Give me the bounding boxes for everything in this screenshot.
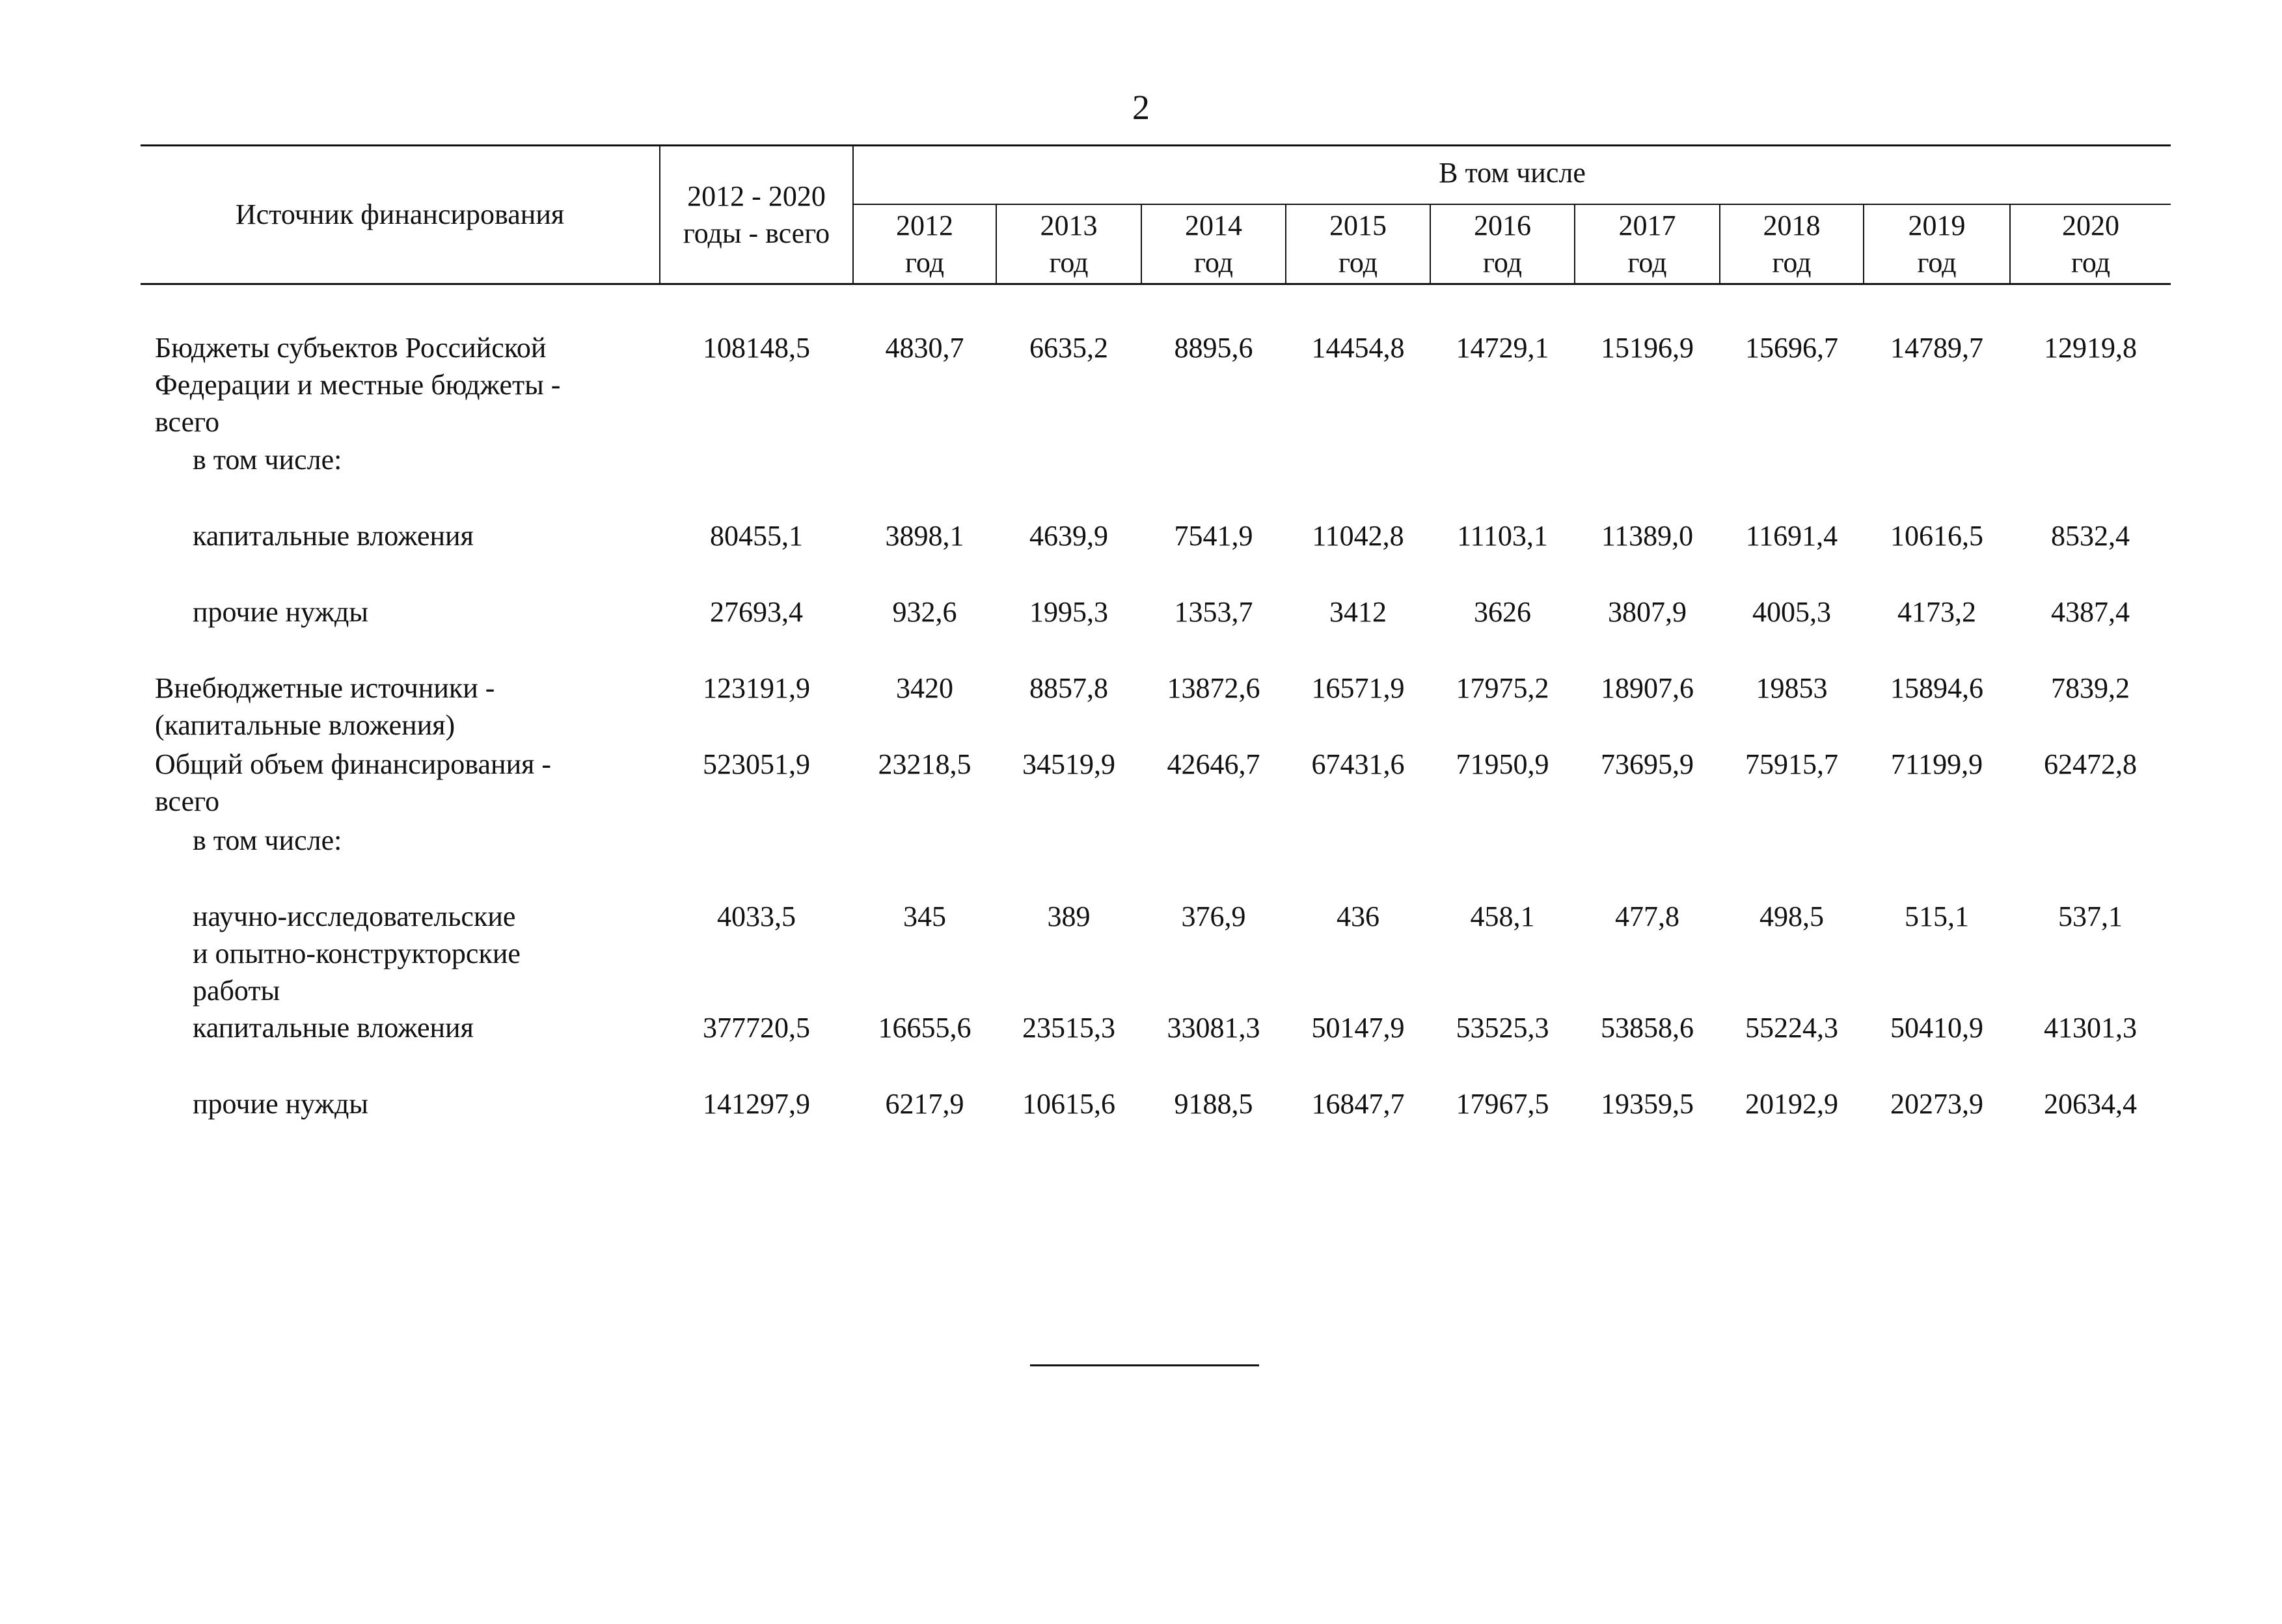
row-value-2020: 4387,4: [2051, 595, 2130, 628]
row-value-2017: 477,8: [1615, 900, 1679, 932]
row-value-2019: 15894,6: [1890, 671, 1983, 704]
row-value-2014: 33081,3: [1167, 1012, 1260, 1044]
row-value-2020: 8532,4: [2051, 519, 2130, 552]
table-row: [141, 822, 2171, 898]
table-row: [141, 670, 2171, 746]
year-word: год: [2071, 247, 2111, 278]
row-total: 108148,5: [703, 332, 810, 364]
page-number: 2: [1132, 88, 1150, 127]
row-value-2014: 8895,6: [1174, 332, 1253, 364]
row-value-2016: 458,1: [1470, 900, 1535, 932]
row-total: 523051,9: [703, 748, 810, 780]
year-word: год: [1338, 247, 1378, 278]
total-header-line1: 2012 - 2020: [687, 180, 826, 212]
row-label: [141, 441, 660, 517]
row-value-2015: 67431,6: [1311, 748, 1405, 780]
row-label-line: Общий объем финансирования -: [155, 748, 552, 780]
row-value-2019: 10616,5: [1890, 519, 1983, 552]
row-value-2019: [1864, 822, 2010, 898]
row-label-line: в том числе:: [193, 824, 342, 856]
table-row: [141, 441, 2171, 517]
row-value-2020: 537,1: [2058, 900, 2123, 932]
row-total: [660, 822, 853, 898]
year-header-2015: [1286, 204, 1430, 284]
table-row: [141, 284, 2171, 441]
row-value-2018: 19853: [1756, 671, 1828, 704]
end-rule: [1030, 1364, 1259, 1366]
row-value-2012: 3420: [896, 671, 953, 704]
row-value-2020: 20634,4: [2044, 1088, 2137, 1120]
year-value: 2014: [1185, 209, 1242, 241]
including-header: В том числе: [853, 146, 2171, 205]
row-value-2018: 20192,9: [1745, 1088, 1838, 1120]
table-row: [141, 1009, 2171, 1085]
row-label: [141, 822, 660, 898]
row-label: [141, 670, 660, 746]
row-value-2018: [1720, 441, 1864, 517]
year-header-2012: [853, 204, 996, 284]
year-word: год: [904, 247, 945, 278]
row-value-2015: 16847,7: [1311, 1088, 1405, 1120]
row-value-2016: 17975,2: [1456, 671, 1549, 704]
row-label: [141, 1085, 660, 1161]
row-value-2018: 55224,3: [1745, 1012, 1838, 1044]
row-value-2016: 71950,9: [1456, 748, 1549, 780]
row-label: [141, 746, 660, 822]
year-value: 2019: [1908, 209, 1966, 241]
table-row: [141, 1085, 2171, 1161]
row-value-2015: 50147,9: [1311, 1012, 1405, 1044]
year-value: 2013: [1040, 209, 1098, 241]
row-value-2016: 3626: [1474, 595, 1531, 628]
table-row: [141, 746, 2171, 822]
row-value-2012: [853, 441, 996, 517]
row-value-2013: 389: [1047, 900, 1091, 932]
row-value-2015: [1286, 822, 1430, 898]
row-value-2019: 14789,7: [1890, 332, 1983, 364]
row-value-2017: 53858,6: [1601, 1012, 1694, 1044]
row-value-2016: 11103,1: [1457, 519, 1548, 552]
row-value-2012: 4830,7: [885, 332, 964, 364]
row-label-line: научно-исследовательские: [193, 900, 516, 932]
year-header-2019: [1864, 204, 2010, 284]
row-value-2016: 17967,5: [1456, 1088, 1549, 1120]
year-header-2013: [996, 204, 1141, 284]
row-value-2017: [1575, 822, 1720, 898]
row-value-2013: [996, 441, 1141, 517]
row-value-2016: 53525,3: [1456, 1012, 1549, 1044]
row-value-2018: 498,5: [1759, 900, 1824, 932]
table-body: [141, 284, 2171, 1162]
row-label: [141, 1009, 660, 1085]
financing-table: [141, 144, 2171, 1161]
row-value-2012: 3898,1: [885, 519, 964, 552]
year-header-2020: [2010, 204, 2171, 284]
row-value-2014: [1141, 441, 1286, 517]
year-header-2016: [1430, 204, 1575, 284]
total-column-header: [660, 146, 853, 284]
row-value-2018: 75915,7: [1745, 748, 1838, 780]
row-value-2018: [1720, 822, 1864, 898]
row-label-line: капитальные вложения: [193, 1012, 474, 1044]
table-row: [141, 898, 2171, 1010]
row-total: 80455,1: [710, 519, 803, 552]
row-total: 141297,9: [703, 1088, 810, 1120]
year-word: год: [1482, 247, 1523, 278]
row-label-line: Бюджеты субъектов Российской: [155, 332, 547, 364]
row-label-line: всего: [155, 406, 220, 439]
row-value-2019: 20273,9: [1890, 1088, 1983, 1120]
row-value-2019: [1864, 441, 2010, 517]
year-word: год: [1193, 247, 1234, 278]
row-value-2017: 11389,0: [1601, 519, 1694, 552]
row-value-2016: [1430, 822, 1575, 898]
row-value-2013: 10615,6: [1022, 1088, 1115, 1120]
row-label-line: прочие нужды: [193, 1088, 368, 1120]
row-value-2020: 12919,8: [2044, 332, 2137, 364]
row-value-2020: 41301,3: [2044, 1012, 2137, 1044]
row-value-2016: [1430, 441, 1575, 517]
row-value-2014: 9188,5: [1174, 1088, 1253, 1120]
year-word: год: [1049, 247, 1089, 278]
table-row: [141, 593, 2171, 670]
row-value-2012: 6217,9: [885, 1088, 964, 1120]
year-word: год: [1627, 247, 1667, 278]
row-label: [141, 593, 660, 670]
row-value-2017: 15196,9: [1601, 332, 1694, 364]
row-value-2014: 7541,9: [1174, 519, 1253, 552]
row-value-2013: [996, 822, 1141, 898]
row-value-2019: 4173,2: [1897, 595, 1976, 628]
row-value-2015: 16571,9: [1311, 671, 1405, 704]
year-header-2014: [1141, 204, 1286, 284]
row-value-2020: 62472,8: [2044, 748, 2137, 780]
row-value-2017: 19359,5: [1601, 1088, 1694, 1120]
row-value-2013: 34519,9: [1022, 748, 1115, 780]
row-value-2013: 6635,2: [1029, 332, 1108, 364]
year-value: 2016: [1474, 209, 1531, 241]
row-value-2012: [853, 822, 996, 898]
row-value-2014: [1141, 822, 1286, 898]
year-value: 2012: [896, 209, 953, 241]
row-value-2013: 23515,3: [1022, 1012, 1115, 1044]
row-value-2014: 1353,7: [1174, 595, 1253, 628]
total-header-line2: годы - всего: [683, 217, 830, 249]
row-value-2018: 4005,3: [1752, 595, 1831, 628]
row-label-line: (капитальные вложения): [155, 709, 455, 741]
row-value-2012: 345: [903, 900, 946, 932]
row-label: [141, 898, 660, 1010]
row-label-line: Внебюджетные источники -: [155, 671, 495, 704]
row-total: [660, 441, 853, 517]
table-header: [141, 146, 2171, 284]
row-value-2013: 1995,3: [1029, 595, 1108, 628]
row-value-2015: 11042,8: [1312, 519, 1404, 552]
row-value-2012: 16655,6: [878, 1012, 971, 1044]
row-label-line: в том числе:: [193, 443, 342, 476]
row-label: [141, 517, 660, 593]
row-value-2019: 50410,9: [1890, 1012, 1983, 1044]
row-label-line: капитальные вложения: [193, 519, 474, 552]
year-header-2018: [1720, 204, 1864, 284]
row-value-2020: [2010, 822, 2171, 898]
year-word: год: [1917, 247, 1957, 278]
row-value-2016: 14729,1: [1456, 332, 1549, 364]
row-value-2018: 15696,7: [1745, 332, 1838, 364]
row-value-2014: 13872,6: [1167, 671, 1260, 704]
row-value-2012: 932,6: [892, 595, 957, 628]
source-column-header: Источник финансирования: [141, 146, 660, 284]
row-value-2015: [1286, 441, 1430, 517]
row-total: 123191,9: [703, 671, 810, 704]
row-label-line: работы: [193, 974, 280, 1007]
row-value-2017: 3807,9: [1608, 595, 1687, 628]
row-value-2020: 7839,2: [2051, 671, 2130, 704]
row-total: 377720,5: [703, 1012, 810, 1044]
year-value: 2017: [1618, 209, 1676, 241]
row-value-2015: 14454,8: [1311, 332, 1405, 364]
year-value: 2015: [1329, 209, 1387, 241]
row-label-line: всего: [155, 785, 220, 817]
row-value-2020: [2010, 441, 2171, 517]
row-value-2013: 8857,8: [1029, 671, 1108, 704]
row-value-2017: 18907,6: [1601, 671, 1694, 704]
row-label-line: прочие нужды: [193, 595, 368, 628]
year-word: год: [1772, 247, 1812, 278]
row-total: 27693,4: [710, 595, 803, 628]
year-value: 2020: [2062, 209, 2119, 241]
row-label: [141, 284, 660, 441]
year-header-2017: [1575, 204, 1720, 284]
row-label-line: Федерации и местные бюджеты -: [155, 369, 561, 401]
row-total: 4033,5: [717, 900, 796, 932]
row-value-2013: 4639,9: [1029, 519, 1108, 552]
row-value-2014: 42646,7: [1167, 748, 1260, 780]
row-value-2014: 376,9: [1181, 900, 1246, 932]
year-value: 2018: [1763, 209, 1821, 241]
row-value-2017: 73695,9: [1601, 748, 1694, 780]
row-label-line: и опытно-конструкторские: [193, 937, 521, 969]
row-value-2019: 515,1: [1905, 900, 1969, 932]
row-value-2019: 71199,9: [1890, 748, 1983, 780]
table-row: [141, 517, 2171, 593]
row-value-2015: 436: [1337, 900, 1379, 932]
row-value-2012: 23218,5: [878, 748, 971, 780]
row-value-2017: [1575, 441, 1720, 517]
row-value-2015: 3412: [1329, 595, 1387, 628]
row-value-2018: 11691,4: [1745, 519, 1838, 552]
